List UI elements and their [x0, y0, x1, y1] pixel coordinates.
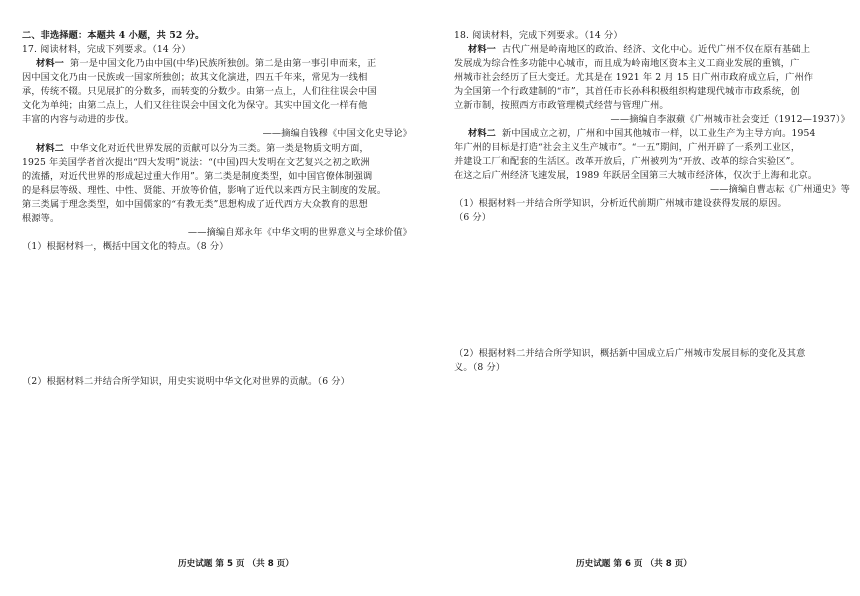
material-2-line: 材料二 新中国成立之初，广州和中国其他城市一样，以工业生产为主导方向。1954: [468, 128, 816, 139]
material-2-label: 材料二: [36, 143, 65, 154]
material-1-line: 材料一 古代广州是岭南地区的政治、经济、文化中心。近代广州不仅在原有基础上: [468, 44, 811, 55]
material-2-line: 第三类属于理念类型，如中国儒家的“有教无类”思想构成了近代西方大众教育的思想: [22, 199, 368, 210]
material-1-line: 为全国第一个行政建制的“市”，其首任市长孙科积极组织构建现代城市市政系统，创: [454, 86, 800, 97]
material-2-line: 1925 年美国学者首次提出“四大发明”说法：“(中国)四大发明在文艺复兴之初之欧洲: [22, 157, 370, 168]
material-1-line: 承，传统不辍。只见展扩的分数多，而转变的分数少。由第一点上，人们往往误会中国: [22, 86, 377, 97]
question-17-stem: 17. 阅读材料，完成下列要求。（14 分）: [22, 44, 191, 55]
material-2-label: 材料二: [468, 128, 497, 139]
question-18-sub-2: （2）根据材料二并结合所学知识，概括新中国成立后广州城市发展目标的变化及其意: [454, 348, 806, 359]
question-18-stem: 18. 阅读材料，完成下列要求。（14 分）: [454, 30, 623, 41]
material-1-line: 立新市制，按照西方市政管理模式经营与管理广州。: [454, 100, 669, 111]
page-footer: 历史试题 第 6 页 （共 8 页）: [576, 559, 692, 569]
exam-page-5: [0, 0, 420, 596]
section-title: 二、非选择题：本题共 4 小题，共 52 分。: [22, 30, 205, 41]
material-1-label: 材料一: [468, 44, 497, 55]
material-1-line: 材料一 第一是中国文化乃由中国(中华)民族所独创。第二是由第一事引申而来，正: [36, 58, 377, 69]
question-17-sub-2: （2）根据材料二并结合所学知识，用史实说明中华文化对世界的贡献。（6 分）: [22, 376, 350, 387]
page-footer: 历史试题 第 5 页 （共 8 页）: [178, 559, 294, 569]
material-1-label: 材料一: [36, 58, 65, 69]
material-2-line: 在这之后广州经济飞速发展，1989 年跃居全国第三大城市经济体，仅次于上海和北京。: [454, 170, 818, 181]
material-2-line: 材料二 中华文化对近代世界发展的贡献可以分为三类。第一类是物质文明方面，: [36, 143, 369, 154]
question-18-sub-2-cont: 义。（8 分）: [454, 362, 506, 373]
material-2-line: 的流播，对近代世界的形成起过重大作用”。第二类是制度类型，如中国官僚体制强调: [22, 171, 373, 182]
exam-page-6: [430, 0, 860, 596]
material-2-line: 并建设工厂和配套的生活区。改革开放后，广州被列为“开放、改革的综合实验区”。: [454, 156, 800, 167]
material-2-line: 年广州的目标是打造“社会主义生产城市”。“一五”期间，广州开辟了一系列工业区，: [454, 142, 801, 153]
material-2-source: ——摘编自曹志耘《广州通史》等: [709, 184, 850, 195]
question-18-sub-1: （1）根据材料一并结合所学知识，分析近代前期广州城市建设获得发展的原因。: [454, 198, 787, 209]
material-1-line: 丰富的内容与动进的步伐。: [22, 114, 135, 125]
material-1-line: 州城市社会经历了巨大变迁。尤其是在 1921 年 2 月 15 日广州市政府成立后，广州作: [454, 72, 814, 83]
material-1-line: 发展成为综合性多功能中心城市，而且成为岭南地区资本主义工商业发展的重镇，广: [454, 58, 800, 69]
question-18-sub-1-cont: （6 分）: [454, 212, 492, 223]
material-2-line: 的是科层等级、理性、中性、贤能、开放等价值，影响了近代以来西方民主制度的发展。: [22, 185, 387, 196]
material-2-line: 根源等。: [22, 213, 60, 224]
material-1-source: ——摘编自钱穆《中国文化史导论》: [262, 128, 412, 139]
material-1-line: 文化为单纯；由第二点上，人们又往往误会中国文化为保守。其实中国文化一样有他: [22, 100, 368, 111]
question-17-sub-1: （1）根据材料一，概括中国文化的特点。（8 分）: [22, 241, 229, 252]
material-1-source: ——摘编自李淑蘋《广州城市社会变迁（1912—1937）》: [610, 114, 850, 125]
material-2-source: ——摘编自郑永年《中华文明的世界意义与全球价值》: [187, 227, 412, 238]
material-1-line: 因中国文化乃由一民族或一国家所独创；故其文化演进，四五千年来，常见为一线相: [22, 72, 368, 83]
